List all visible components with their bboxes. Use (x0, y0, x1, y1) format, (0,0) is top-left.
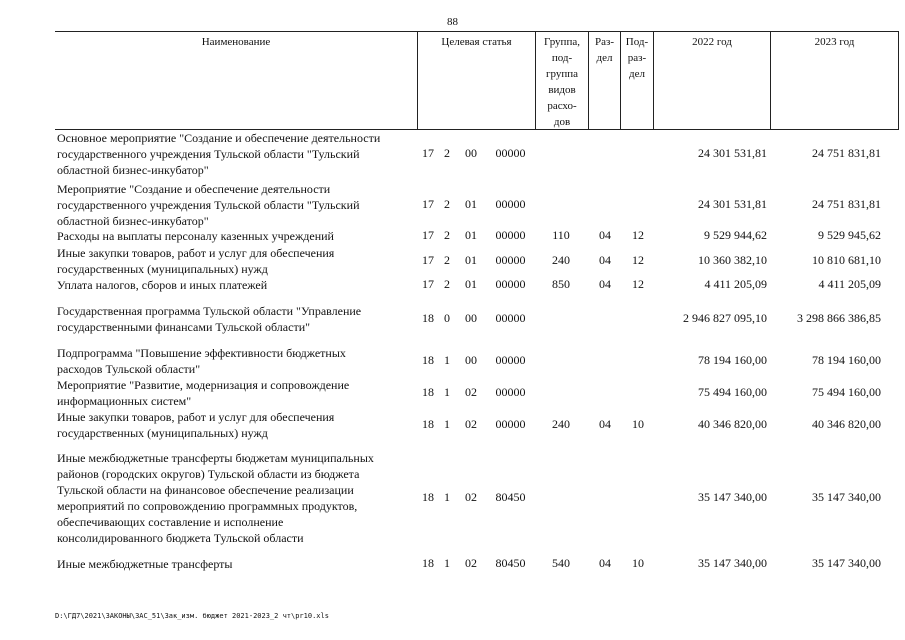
amount-2023: 35 147 340,00 (812, 556, 881, 570)
row-name-line: государственных (муниципальных) нужд (57, 262, 268, 276)
code-subprogram: 1 (444, 417, 450, 431)
code-program: 18 (422, 385, 434, 399)
amount-2022: 24 301 531,81 (698, 197, 767, 211)
table-row (55, 556, 899, 572)
section: 04 (599, 228, 611, 242)
row-name-line: Основное мероприятие "Создание и обеспечение деятельности (57, 131, 381, 145)
expense-group: 540 (552, 556, 570, 570)
header-2023: 2023 год (770, 32, 899, 129)
header-group: Группа, под- группа видов расхо- дов (535, 32, 588, 129)
code-subprogram: 2 (444, 228, 450, 242)
code-subprogram: 1 (444, 556, 450, 570)
code-event: 01 (465, 277, 477, 291)
row-name-line: информационных систем" (57, 394, 192, 408)
row-name-line: мероприятий по сопровождению программных продуктов, (57, 499, 358, 513)
page-number: 88 (447, 16, 458, 28)
table-row (55, 303, 899, 335)
table-row (55, 245, 899, 277)
amount-2022: 35 147 340,00 (698, 490, 767, 504)
row-name (57, 228, 412, 244)
code-program: 18 (422, 353, 434, 367)
row-name-line: Иные межбюджетные трансферты бюджетам муниципальных (57, 451, 374, 465)
amount-2023: 40 346 820,00 (812, 417, 881, 431)
expense-group: 240 (552, 417, 570, 431)
code-program: 17 (422, 277, 434, 291)
amount-2023: 75 494 160,00 (812, 385, 881, 399)
amount-2022: 10 360 382,10 (698, 253, 767, 267)
code-subprogram: 1 (444, 490, 450, 504)
row-name-line: Иные закупки товаров, работ и услуг для обеспечения (57, 410, 335, 424)
row-name-line: областной бизнес-инкубатор" (57, 214, 209, 228)
amount-2023: 78 194 160,00 (812, 353, 881, 367)
code-direction: 00000 (495, 277, 526, 291)
code-direction: 00000 (495, 417, 526, 431)
header-name: Наименование (201, 36, 271, 48)
amount-2022: 9 529 944,62 (704, 228, 767, 242)
code-program: 17 (422, 228, 434, 242)
code-program: 17 (422, 197, 434, 211)
row-name-line: Уплата налогов, сборов и иных платежей (57, 278, 268, 292)
row-name-line: государственными финансами Тульской области" (57, 320, 311, 334)
file-path-footer: D:\ГД7\2021\ЗАКОНЫ\ЗАС_51\Зак_изм. бюджет 2021-2023_2 чт\pr10.xls (55, 612, 329, 620)
amount-2022: 2 946 827 095,10 (683, 311, 767, 325)
code-event: 01 (465, 228, 477, 242)
code-event: 01 (465, 253, 477, 267)
expense-group: 110 (552, 228, 570, 242)
subsection: 10 (632, 556, 644, 570)
subsection: 12 (632, 277, 644, 291)
row-name (57, 377, 412, 409)
row-name (57, 277, 412, 293)
code-direction: 80450 (495, 490, 526, 504)
amount-2023: 4 411 205,09 (818, 277, 881, 291)
row-name-line: Расходы на выплаты персоналу казенных учреждений (57, 229, 334, 243)
amount-2022: 35 147 340,00 (698, 556, 767, 570)
section: 04 (599, 556, 611, 570)
amount-2022: 75 494 160,00 (698, 385, 767, 399)
row-name-line: областной бизнес-инкубатор" (57, 163, 209, 177)
row-name-line: Подпрограмма "Повышение эффективности бюджетных (57, 346, 346, 360)
row-name-line: Государственная программа Тульской области "Управление (57, 304, 362, 318)
code-subprogram: 1 (444, 385, 450, 399)
subsection: 10 (632, 417, 644, 431)
row-name-line: Мероприятие "Создание и обеспечение деятельности (57, 182, 331, 196)
code-event: 02 (465, 556, 477, 570)
code-direction: 80450 (495, 556, 526, 570)
row-name (57, 245, 412, 277)
section: 04 (599, 253, 611, 267)
amount-2023: 3 298 866 386,85 (797, 311, 881, 325)
header-subsection: Под- раз- дел (620, 32, 653, 129)
amount-2022: 24 301 531,81 (698, 146, 767, 160)
header-section: Раз- дел (588, 32, 620, 129)
row-name (57, 130, 412, 178)
code-subprogram: 2 (444, 253, 450, 267)
code-direction: 00000 (495, 311, 526, 325)
row-name-line: расходов Тульской области" (57, 362, 201, 376)
code-subprogram: 0 (444, 311, 450, 325)
code-subprogram: 2 (444, 197, 450, 211)
table-row (55, 377, 899, 409)
row-name-line: Тульской области на финансовое обеспечение реализации (57, 483, 354, 497)
code-program: 18 (422, 311, 434, 325)
header-2022: 2022 год (653, 32, 770, 129)
code-event: 00 (465, 311, 477, 325)
code-event: 00 (465, 146, 477, 160)
expense-group: 850 (552, 277, 570, 291)
amount-2022: 4 411 205,09 (704, 277, 767, 291)
table-row (55, 228, 899, 244)
row-name (57, 450, 412, 546)
row-name-line: государственного учреждения Тульской области "Тульский (57, 147, 360, 161)
table-row (55, 345, 899, 377)
subsection: 12 (632, 228, 644, 242)
code-program: 17 (422, 253, 434, 267)
table-row (55, 277, 899, 293)
row-name-line: Иные закупки товаров, работ и услуг для обеспечения (57, 246, 335, 260)
code-program: 18 (422, 556, 434, 570)
code-subprogram: 2 (444, 146, 450, 160)
code-direction: 00000 (495, 353, 526, 367)
table-header (55, 31, 899, 130)
row-name-line: районов (городских округов) Тульской области из бюджета (57, 467, 360, 481)
table-row (55, 181, 899, 229)
amount-2023: 35 147 340,00 (812, 490, 881, 504)
code-event: 01 (465, 197, 477, 211)
code-direction: 00000 (495, 253, 526, 267)
row-name-line: государственных (муниципальных) нужд (57, 426, 268, 440)
subsection: 12 (632, 253, 644, 267)
header-target: Целевая статья (417, 32, 535, 129)
row-name (57, 345, 412, 377)
code-program: 17 (422, 146, 434, 160)
code-direction: 00000 (495, 146, 526, 160)
table-row (55, 130, 899, 178)
amount-2023: 9 529 945,62 (818, 228, 881, 242)
amount-2023: 10 810 681,10 (812, 253, 881, 267)
amount-2023: 24 751 831,81 (812, 146, 881, 160)
row-name (57, 556, 412, 572)
table-row (55, 409, 899, 441)
row-name (57, 303, 412, 335)
code-program: 18 (422, 490, 434, 504)
code-subprogram: 1 (444, 353, 450, 367)
table-row (55, 450, 899, 546)
amount-2023: 24 751 831,81 (812, 197, 881, 211)
row-name (57, 181, 412, 229)
section: 04 (599, 417, 611, 431)
row-name-line: обеспечивающих составление и исполнение (57, 515, 284, 529)
row-name-line: Мероприятие "Развитие, модернизация и сопровождение (57, 378, 350, 392)
code-event: 02 (465, 417, 477, 431)
code-event: 02 (465, 385, 477, 399)
code-event: 02 (465, 490, 477, 504)
code-subprogram: 2 (444, 277, 450, 291)
expense-group: 240 (552, 253, 570, 267)
code-direction: 00000 (495, 228, 526, 242)
code-direction: 00000 (495, 197, 526, 211)
amount-2022: 78 194 160,00 (698, 353, 767, 367)
row-name-line: Иные межбюджетные трансферты (57, 557, 233, 571)
section: 04 (599, 277, 611, 291)
row-name-line: консолидированного бюджета Тульской области (57, 531, 304, 545)
row-name (57, 409, 412, 441)
amount-2022: 40 346 820,00 (698, 417, 767, 431)
code-direction: 00000 (495, 385, 526, 399)
row-name-line: государственного учреждения Тульской области "Тульский (57, 198, 360, 212)
code-program: 18 (422, 417, 434, 431)
code-event: 00 (465, 353, 477, 367)
